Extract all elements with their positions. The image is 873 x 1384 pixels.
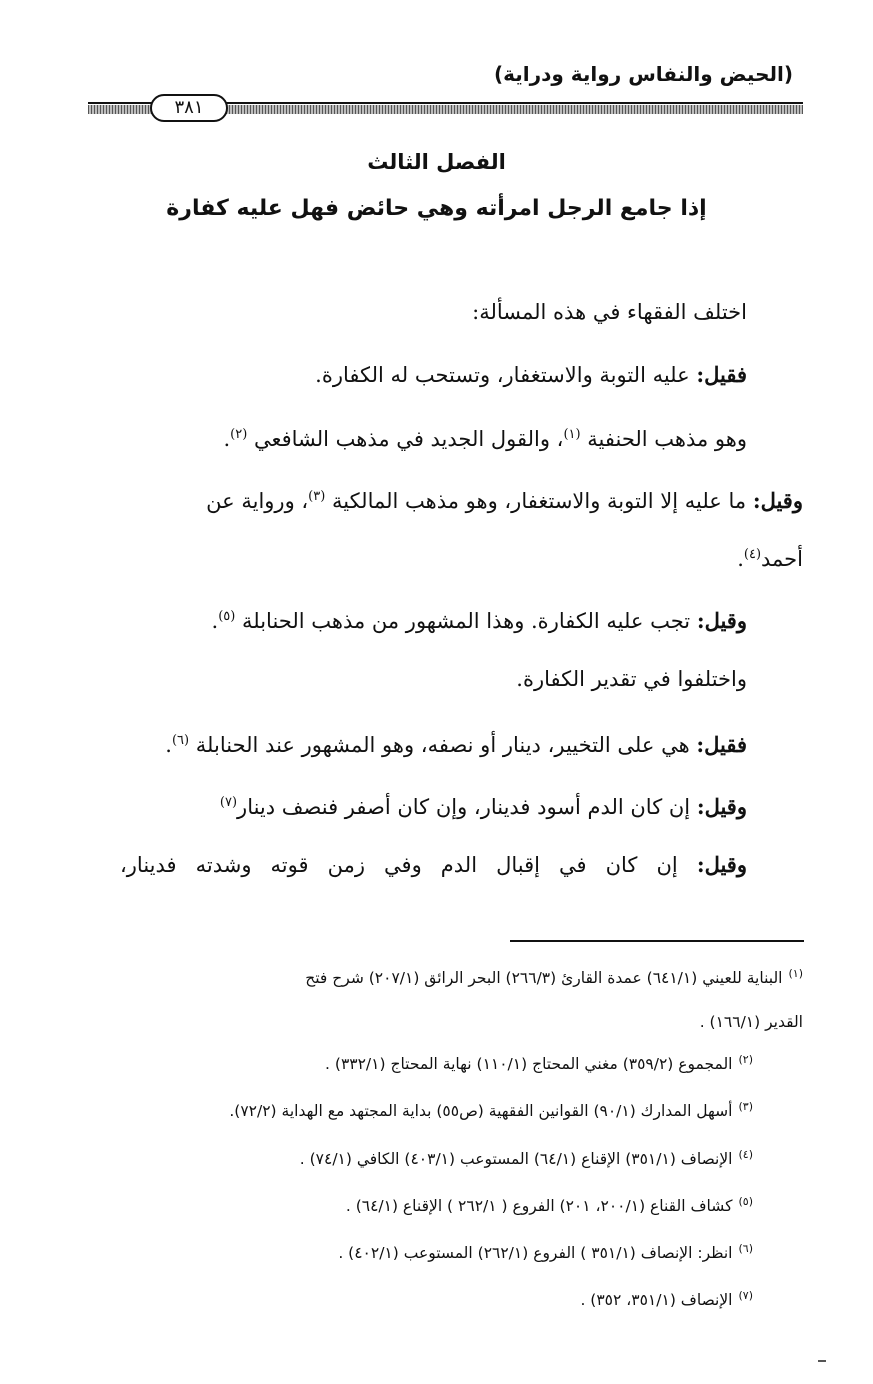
paragraph-4-end: .	[211, 609, 219, 633]
paragraph-6	[165, 726, 747, 760]
paragraph-8	[120, 850, 747, 880]
paragraph-7-text: إن كان الدم أسود فدينار، وإن كان أصفر فنصف دينار	[237, 795, 697, 819]
paragraph-4-text: تجب عليه الكفارة. وهذا المشهور من مذهب الحنابلة	[235, 609, 697, 633]
paragraph-2-end: .	[223, 427, 231, 451]
paragraph-1	[315, 360, 747, 390]
footnote-6	[338, 1237, 753, 1265]
footnote-ref-7: (٧)	[219, 795, 238, 810]
intro-line	[472, 297, 747, 327]
footnote-ref-3: (٣)	[308, 489, 326, 504]
footnote-1	[305, 962, 803, 990]
footnote-1-text: البناية للعيني (٦٤١/١) عمدة القارئ (٢٦٦/٣) البحر الرائق (٢٠٧/١) شرح فتح	[305, 969, 783, 988]
paragraph-2-text-b: ، والقول الجديد في مذهب الشافعي	[247, 427, 564, 451]
paragraph-1-text: عليه التوبة والاستغفار، وتستحب له الكفارة.	[315, 363, 697, 387]
paragraph-3-text-a: ما عليه إلا التوبة والاستغفار، وهو مذهب المالكية	[325, 489, 753, 513]
paragraph-2	[223, 420, 747, 454]
running-title: (الحيض والنفاس رواية ودراية)	[493, 62, 793, 86]
footnote-6-number: (٦)	[738, 1242, 753, 1255]
footnote-ref-1: (١)	[563, 427, 581, 442]
footnote-1-text-2: القدير (١٦٦/١) .	[699, 1013, 803, 1031]
footnote-separator	[510, 940, 804, 942]
footnote-ref-2: (٢)	[230, 427, 248, 442]
page-number: ٣٨١	[150, 94, 228, 122]
paragraph-8-text: إن كان في إقبال الدم وفي زمن قوته وشدته فدينار،	[120, 853, 697, 877]
footnote-5-number: (٥)	[738, 1195, 753, 1208]
scan-artifact	[818, 1360, 826, 1362]
footnote-7-number: (٧)	[738, 1289, 753, 1302]
footnote-1-continuation	[700, 1010, 803, 1034]
paragraph-7-lead: وقيل:	[696, 794, 747, 819]
intro-text: اختلف الفقهاء في هذه المسألة:	[472, 300, 747, 324]
chapter-label: الفصل الثالث	[367, 150, 506, 174]
footnote-3-text: أسهل المدارك (٩٠/١) القوانين الفقهية (ص٥٥) بداية المجتهد مع الهداية (٧٢/٢).	[229, 1102, 733, 1121]
paragraph-4-lead: وقيل:	[696, 608, 747, 633]
footnote-3-number: (٣)	[738, 1100, 753, 1113]
footnote-ref-6: (٦)	[171, 733, 190, 748]
paragraph-3-end: .	[737, 547, 744, 571]
paragraph-4	[212, 602, 748, 636]
paragraph-1-lead: فقيل:	[696, 362, 747, 387]
paragraph-3	[206, 482, 803, 516]
footnote-7-text: الإنصاف (٣٥١/١، ٣٥٢) .	[580, 1291, 733, 1310]
footnote-5	[346, 1190, 753, 1218]
footnote-7	[580, 1284, 753, 1312]
footnote-4	[300, 1143, 753, 1171]
footnote-2-number: (٢)	[738, 1053, 753, 1066]
footnote-2	[325, 1048, 753, 1076]
footnote-ref-5: (٥)	[218, 609, 236, 624]
paragraph-6-text: هي على التخيير، دينار أو نصفه، وهو المشهور عند الحنابلة	[189, 733, 697, 757]
chapter-title: إذا جامع الرجل امرأته وهي حائض فهل عليه كفارة	[166, 196, 707, 221]
footnote-2-text: المجموع (٣٥٩/٢) مغني المحتاج (١١٠/١) نهاية المحتاج (٣٣٢/١) .	[325, 1055, 733, 1074]
footnote-5-text: كشاف القناع (٢٠٠/١، ٢٠١) الفروع ( ٢٦٢/١ ) الإقناع (٦٤/١) .	[345, 1197, 733, 1216]
paragraph-8-lead: وقيل:	[696, 852, 747, 877]
footnote-3	[229, 1095, 753, 1123]
paragraph-6-lead: فقيل:	[696, 732, 747, 757]
footnote-1-number: (١)	[788, 967, 803, 980]
paragraph-5	[516, 664, 747, 694]
footnote-ref-4: (٤)	[743, 547, 762, 562]
paragraph-3-text-b: ، ورواية عن	[206, 489, 309, 513]
paragraph-6-end: .	[165, 733, 172, 757]
paragraph-3-lead: وقيل:	[752, 488, 803, 513]
paragraph-5-text: واختلفوا في تقدير الكفارة.	[516, 667, 747, 691]
footnote-4-text: الإنصاف (٣٥١/١) الإقناع (٦٤/١) المستوعب (٤٠٣/١) الكافي (٧٤/١) .	[299, 1150, 733, 1169]
paragraph-7	[220, 788, 747, 822]
paragraph-3-continuation	[737, 540, 803, 574]
paragraph-2-text-a: وهو مذهب الحنفية	[580, 427, 747, 451]
footnote-6-text: انظر: الإنصاف (٣٥١/١ ) الفروع (٢٦٢/١) المستوعب (٤٠٢/١) .	[338, 1244, 733, 1263]
paragraph-3-cont-text: أحمد	[761, 547, 803, 571]
footnote-4-number: (٤)	[738, 1148, 753, 1161]
